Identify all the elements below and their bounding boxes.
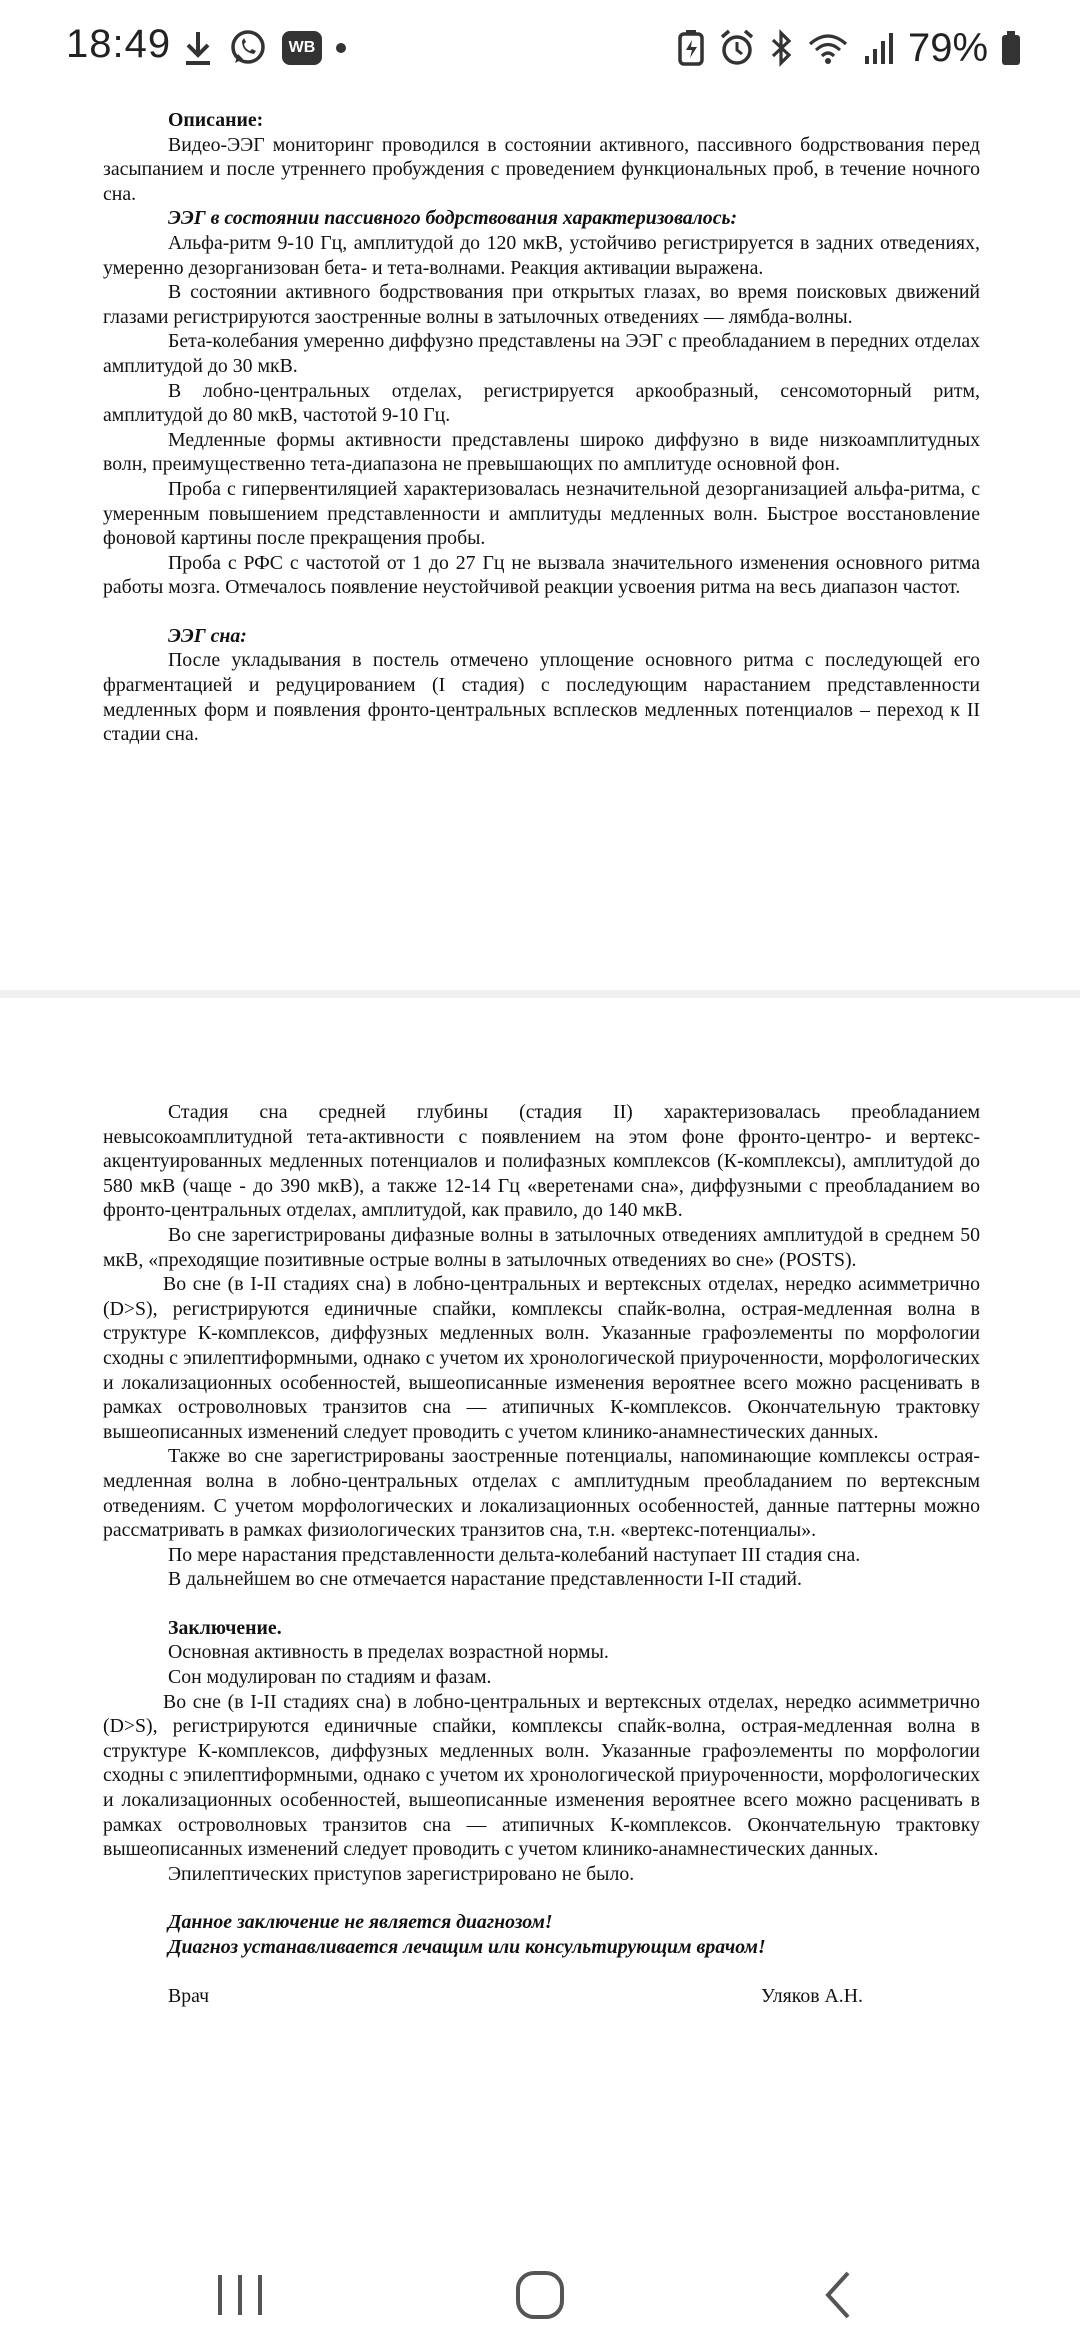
document-page-2 <box>103 1100 980 2008</box>
description-heading: Описание: <box>168 109 264 131</box>
passive-wake-heading: ЭЭГ в состоянии пассивного бодрствования характеризовалось: <box>168 207 738 230</box>
signature-row <box>103 1984 980 2009</box>
bluetooth-icon <box>768 28 794 68</box>
beta-paragraph: Бета-колебания умеренно диффузно представлены на ЭЭГ с преобладанием в передних отделах амплитудой до 30 мкВ. <box>103 330 980 377</box>
back-icon[interactable] <box>810 2265 870 2325</box>
alarm-icon <box>718 28 756 68</box>
signal-icon <box>862 28 896 68</box>
stage3-paragraph: По мере нарастания представленности дельта-колебаний наступает III стадия сна. <box>168 1543 861 1566</box>
notification-icons <box>182 26 346 70</box>
sleep-eeg-heading: ЭЭГ сна: <box>168 624 247 647</box>
lambda-waves-paragraph: В состоянии активного бодрствования при открытых глазах, во время поисковых движений глазами регистрируются заостренные волны в затылочных отведениях — лямбда-волны. <box>103 281 980 328</box>
status-time: 18:49 <box>66 22 172 66</box>
battery-saver-icon <box>676 28 706 68</box>
slow-waves-paragraph: Медленные формы активности представлены широко диффузно в виде низкоамплитудных волн, преимущественно тета-диапазона не превышающих по амплитуде основной фон. <box>103 428 980 476</box>
whatsapp-icon <box>228 28 268 68</box>
conclusion-item-3: Во сне (в I-II стадиях сна) в лобно-центральных и вертексных отделах, нередко асимметрично (D>S), регистрируются единичные спайки, комплексы спайк-волна, острая-медленная волна в структуре К-комплексов, диффузных медленных волн. Указанные графоэлементы по морфологии сходны с эпилептиформными, однако с учетом их хронологической приуроченности, морфологических и локализационных особенностей, вышеописанные изменения вероятнее всего можно расценивать в рамках островолновых транзитов сна — атипичных К-комплексов. Окончательную трактовку вышеописанных изменений следует проводить с учетом клинико-анамнестических данных. <box>103 1690 980 1861</box>
alpha-rhythm-paragraph: Альфа-ритм 9-10 Гц, амплитудой до 120 мкВ, устойчиво регистрируется в задних отведениях, умеренно дезорганизован бета- и тета-волнами. Реакция активации выражена. <box>103 231 980 279</box>
conclusion-item-4: Эпилептических приступов зарегистрировано не было. <box>168 1862 635 1885</box>
disclaimer-line-1: Данное заключение не является диагнозом! <box>168 1911 553 1934</box>
later-stages-paragraph: В дальнейшем во сне отмечается нарастание представленности I-II стадий. <box>168 1568 802 1591</box>
page-separator <box>0 990 1080 998</box>
mu-rhythm-paragraph: В лобно-центральных отделах, регистрируется аркообразный, сенсомоторный ритм, амплитудой до 80 мкВ, частотой 9-10 Гц. <box>103 379 980 427</box>
description-text: Видео-ЭЭГ мониторинг проводился в состоянии активного, пассивного бодрствования перед засыпанием и после утреннего пробуждения с проведением функциональных проб, в течение ночного сна. <box>103 133 980 205</box>
more-notifications-icon <box>336 43 346 53</box>
doctor-label: Врач <box>168 1984 210 2007</box>
wb-app-icon: WB <box>282 31 322 65</box>
spikes-paragraph: Во сне (в I-II стадиях сна) в лобно-центральных и вертексных отделах, нередко асимметрично (D>S), регистрируются единичные спайки, комплексы спайк-волна, острая-медленная волна в структуре К-комплексов, диффузных медленных волн. Указанные графоэлементы по морфологии сходны с эпилептиформными, однако с учетом их хронологической приуроченности, морфологических и локализационных особенностей, вышеописанные изменения вероятнее всего можно расценивать в рамках островолновых транзитов сна — атипичных К-комплексов. Окончательную трактовку вышеописанных изменений следует проводить с учетом клинико-анамнестических данных. <box>103 1273 980 1443</box>
battery-icon <box>1000 28 1022 68</box>
conclusion-heading: Заключение. <box>168 1616 282 1639</box>
wifi-icon <box>806 28 850 68</box>
home-icon[interactable] <box>510 2265 570 2325</box>
disclaimer-line-2: Диагноз устанавливается лечащим или консультирующим врачом! <box>168 1936 766 1958</box>
photostimulation-paragraph: Проба с РФС с частотой от 1 до 27 Гц не вызвала значительного изменения основного ритма работы мозга. Отмечалось появление неустойчивой реакции усвоения ритма на весь диапазон частот. <box>103 551 980 599</box>
recent-apps-icon[interactable] <box>210 2265 270 2325</box>
conclusion-item-2: Сон модулирован по стадиям и фазам. <box>168 1666 492 1689</box>
sleep-paragraph: После укладывания в постель отмечено уплощение основного ритма с последующей его фрагментацией и редуцированием (I стадия) с последующим нарастанием представленности медленных форм и появления фронто-центральных всплесков медленных потенциалов – переход к II стадии сна. <box>103 649 980 746</box>
document-page-1 <box>103 108 980 747</box>
battery-percent: 79% <box>908 25 989 70</box>
vertex-potentials-paragraph: Также во сне зарегистрированы заостренные потенциалы, напоминающие комплексы острая-медленная волна в лобно-центральных отделах с амплитудным преобладанием по вертексным отведениям. С учетом морфологических и локализационных особенностей, данные паттерны можно рассматривать в рамках физиологических транзитов сна, т.н. «вертекс-потенциалы». <box>103 1445 980 1542</box>
system-icons <box>676 26 1022 70</box>
download-icon <box>182 28 214 68</box>
stage2-paragraph: Стадия сна средней глубины (стадия II) характеризовалась преобладанием невысокоамплитудной тета-активности с появлением на этом фоне фронто-центро- и вертекс-акцентуированных медленных потенциалов и полифазных комплексов (К-комплексы), амплитудой до 580 мкВ (чаще - до 390 мкВ), а также 12-14 Гц «веретенами сна», диффузными с преобладанием во фронто-центральных отделах, амплитудой, как правило, до 140 мкВ. <box>103 1101 980 1222</box>
status-bar <box>0 0 1080 96</box>
hyperventilation-paragraph: Проба с гипервентиляцией характеризовалась незначительной дезорганизацией альфа-ритма, с умеренным повышением представленности и амплитуды медленных волн. Быстрое восстановление фоновой картины после прекращения пробы. <box>103 477 980 550</box>
doctor-name: Уляков А.Н. <box>761 1984 863 2007</box>
conclusion-item-1: Основная активность в пределах возрастной нормы. <box>168 1641 609 1664</box>
posts-paragraph: Во сне зарегистрированы дифазные волны в затылочных отведениях амплитудой в среднем 50 мкВ, «преходящие позитивные острые волны в затылочных отведениях во сне» (POSTS). <box>103 1223 980 1271</box>
navigation-bar <box>0 2240 1080 2340</box>
